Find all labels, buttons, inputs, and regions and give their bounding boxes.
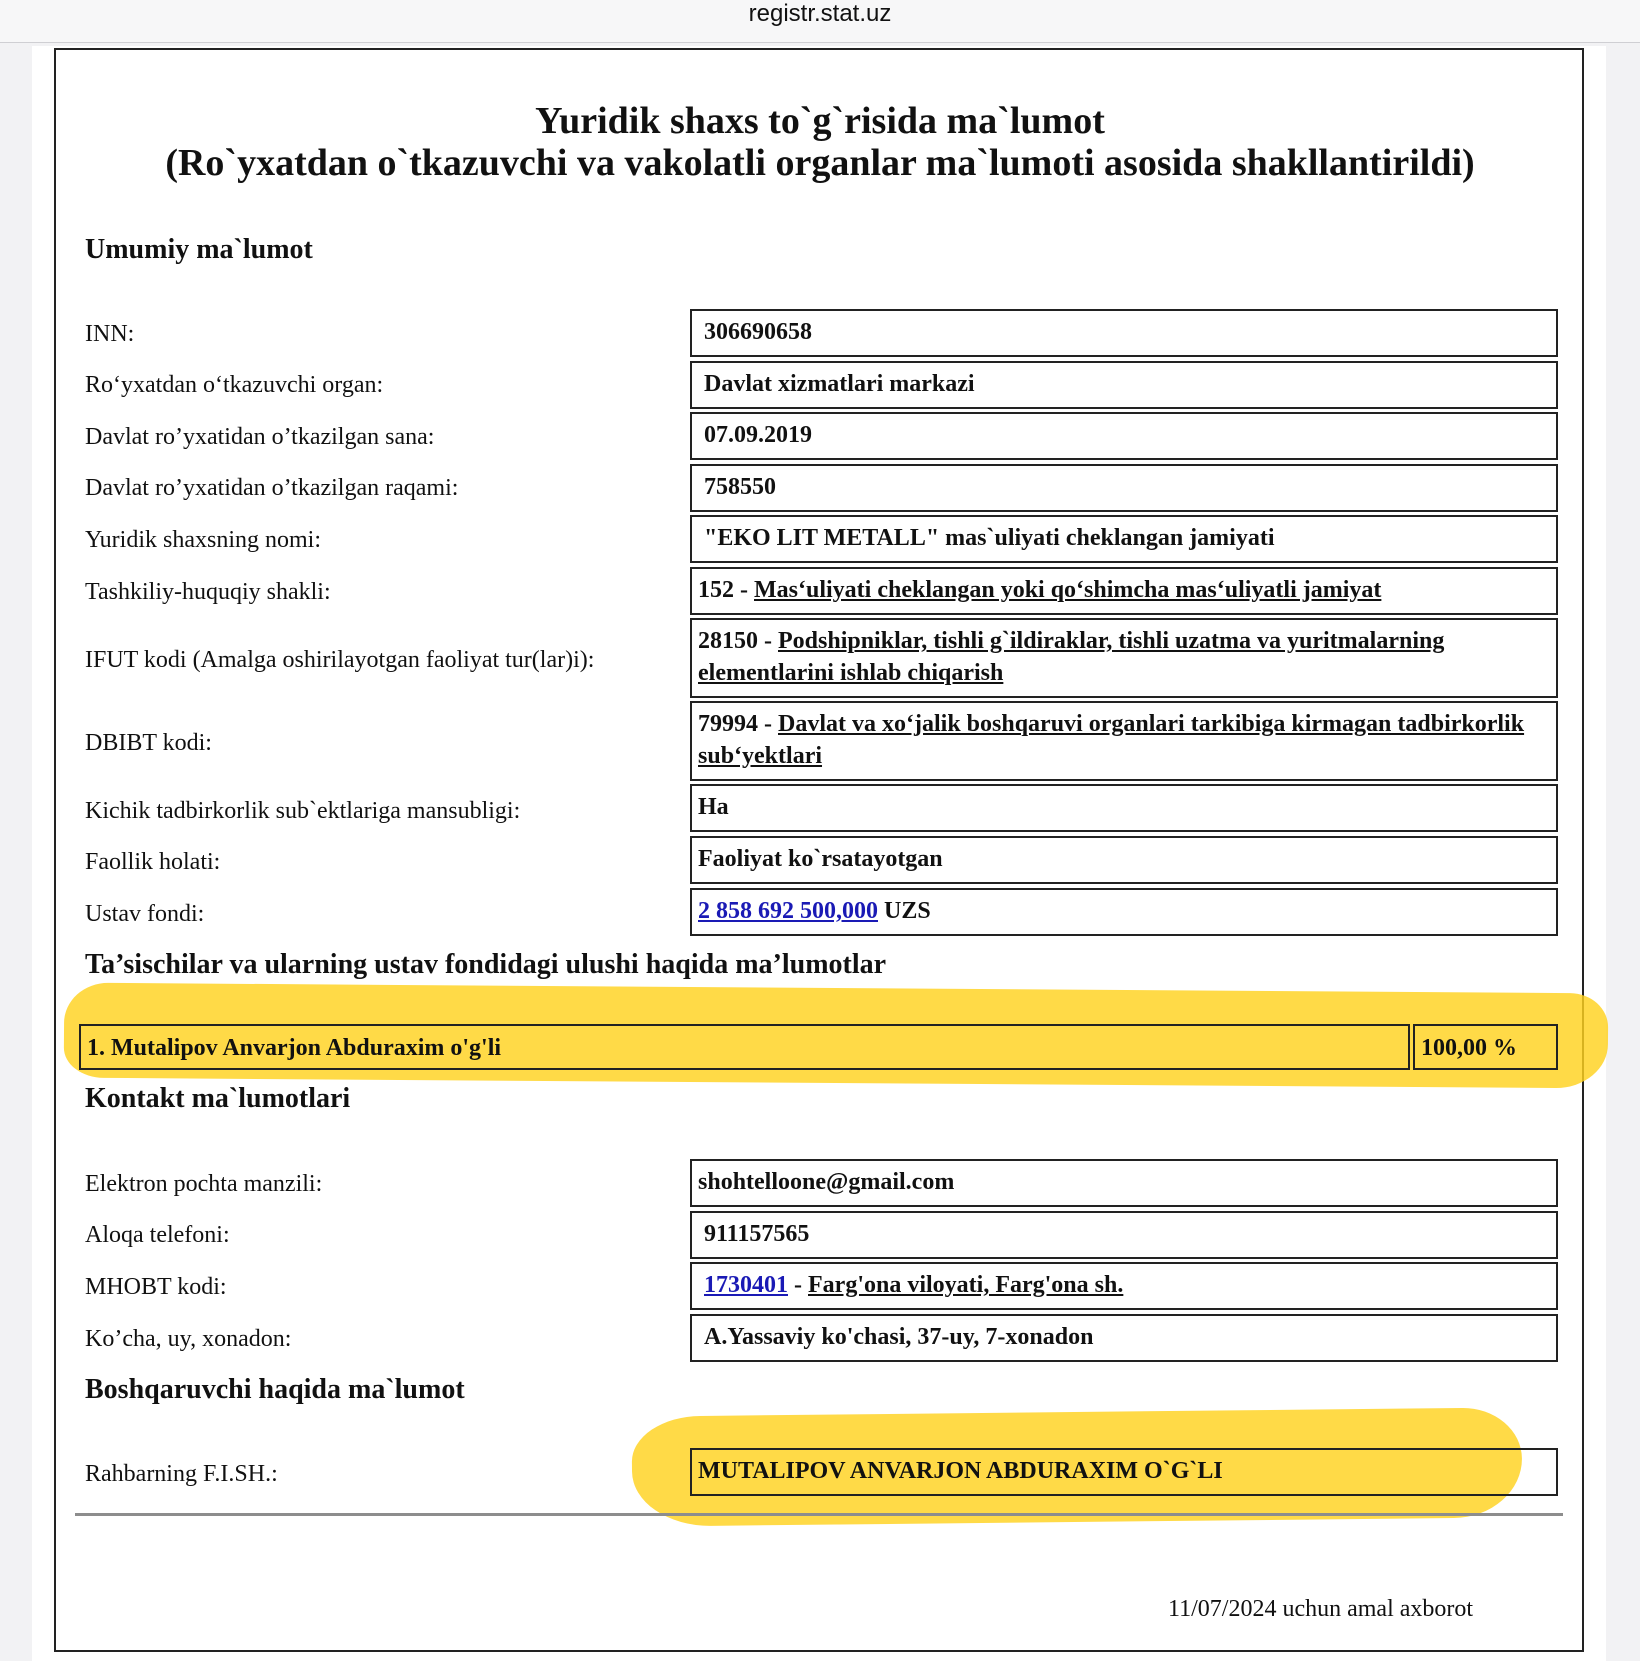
browser-address-bar[interactable]: [0, 0, 1640, 43]
email-label: Elektron pochta manzili:: [85, 1171, 323, 1197]
section-founders-heading: Ta’sischilar va ularning ustav fondidagi ulushi haqida ma’lumotlar: [85, 949, 887, 980]
reg-organ-label: Ro‘yxatdan o‘tkazuvchi organ:: [85, 372, 384, 398]
reg-organ-value: Davlat xizmatlari markazi: [690, 361, 1558, 409]
reg-number-label: Davlat ro’yxatidan o’tkazilgan raqami:: [85, 475, 459, 501]
dbibt-value: 79994 - Davlat va xo‘jalik boshqaruvi organlari tarkibiga kirmagan tadbirkorlik sub‘yektlari: [690, 701, 1558, 781]
section-contacts-heading: Kontakt ma`lumotlari: [85, 1083, 351, 1114]
section-general-heading: Umumiy ma`lumot: [85, 234, 313, 265]
inn-label: INN:: [85, 321, 135, 347]
section-manager-heading: Boshqaruvchi haqida ma`lumot: [85, 1374, 465, 1405]
inn-value: 306690658: [690, 309, 1558, 357]
dbibt-link[interactable]: Davlat va xo‘jalik boshqaruvi organlari tarkibiga kirmagan tadbirkorlik sub‘yektlari: [698, 711, 1525, 769]
mhobt-label: MHOBT kodi:: [85, 1274, 227, 1300]
phone-value: 911157565: [690, 1211, 1558, 1259]
ifut-value: 28150 - Podshipniklar, tishli g`ildiraklar, tishli uzatma va yuritmalarning elementlarini ishlab chiqarish: [690, 618, 1558, 698]
mhobt-region-link[interactable]: Farg'ona viloyati, Farg'ona sh.: [808, 1272, 1124, 1298]
reg-number-value: 758550: [690, 464, 1558, 512]
company-name-value: "EKO LIT METALL" mas`uliyati cheklangan jamiyati: [690, 515, 1558, 563]
address-label: Ko’cha, uy, xonadon:: [85, 1326, 292, 1352]
ifut-label: IFUT kodi (Amalga oshirilayotgan faoliyat tur(lar)i):: [85, 647, 595, 673]
address-value: A.Yassaviy ko'chasi, 37-uy, 7-xonadon: [690, 1314, 1558, 1362]
legal-form-value: 152 - Mas‘uliyati cheklangan yoki qo‘shimcha mas‘uliyatli jamiyat: [690, 567, 1558, 615]
title-line-1: Yuridik shaxs to`g`risida ma`lumot: [535, 100, 1105, 142]
divider: [75, 1513, 1563, 1516]
legal-form-label: Tashkiliy-huquqiy shakli:: [85, 579, 331, 605]
reg-date-label: Davlat ro’yxatidan o’tkazilgan sana:: [85, 424, 435, 450]
company-name-label: Yuridik shaxsning nomi:: [85, 527, 322, 553]
small-business-value: Ha: [690, 784, 1558, 832]
founder-name: 1. Mutalipov Anvarjon Abduraxim o'g'li: [79, 1024, 1410, 1070]
dbibt-label: DBIBT kodi:: [85, 730, 212, 756]
charter-fund-value: 2 858 692 500,000 UZS: [690, 888, 1558, 936]
email-value: shohtelloone@gmail.com: [690, 1159, 1558, 1207]
mhobt-code-link[interactable]: 1730401: [704, 1272, 788, 1298]
ifut-link[interactable]: Podshipniklar, tishli g`ildiraklar, tishli uzatma va yuritmalarning elementlarini ishlab chiqarish: [698, 628, 1445, 686]
footer-note: 11/07/2024 uchun amal axborot: [1168, 1596, 1474, 1622]
mhobt-value: 1730401 - Farg'ona viloyati, Farg'ona sh.: [690, 1262, 1558, 1310]
url-text: registr.stat.uz: [748, 0, 892, 27]
phone-label: Aloqa telefoni:: [85, 1222, 230, 1248]
charter-fund-label: Ustav fondi:: [85, 901, 205, 927]
manager-label: Rahbarning F.I.SH.:: [85, 1461, 278, 1487]
manager-value: MUTALIPOV ANVARJON ABDURAXIM O`G`LI: [690, 1448, 1558, 1496]
legal-form-link[interactable]: Mas‘uliyati cheklangan yoki qo‘shimcha mas‘uliyatli jamiyat: [754, 577, 1382, 603]
title-line-2: (Ro`yxatdan o`tkazuvchi va vakolatli organlar ma`lumoti asosida shakllantirildi): [165, 142, 1475, 184]
charter-fund-amount-link[interactable]: 2 858 692 500,000: [698, 898, 878, 924]
page-title: [60, 100, 1580, 184]
activity-status-label: Faollik holati:: [85, 849, 221, 875]
small-business-label: Kichik tadbirkorlik sub`ektlariga mansubligi:: [85, 798, 521, 824]
founder-share: 100,00 %: [1413, 1024, 1558, 1070]
activity-status-value: Faoliyat ko`rsatayotgan: [690, 836, 1558, 884]
reg-date-value: 07.09.2019: [690, 412, 1558, 460]
